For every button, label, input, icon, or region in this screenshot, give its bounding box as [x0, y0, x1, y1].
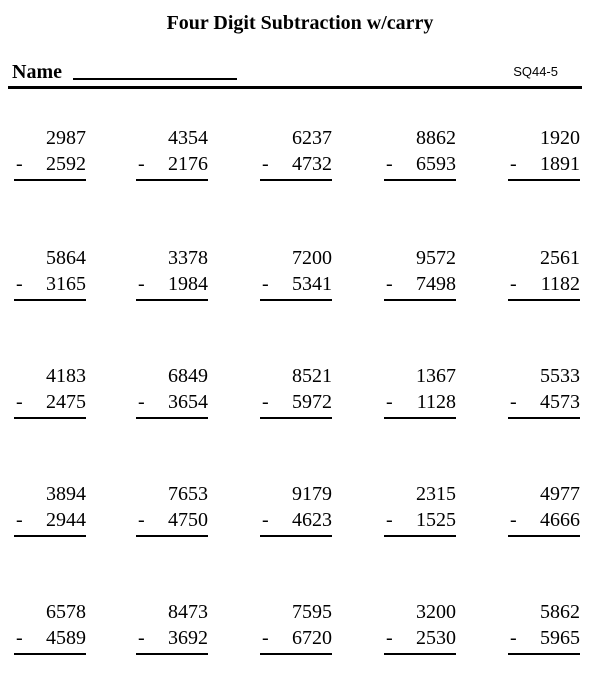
answer-line [14, 535, 86, 537]
minus-sign: - [510, 391, 517, 413]
minuend: 8862 [416, 127, 456, 149]
subtrahend: 2530 [416, 627, 456, 649]
answer-line [136, 653, 208, 655]
answer-line [384, 299, 456, 301]
minuend: 5864 [46, 247, 86, 269]
answer-line [508, 299, 580, 301]
subtrahend: 4623 [292, 509, 332, 531]
minuend: 7595 [292, 601, 332, 623]
answer-line [260, 417, 332, 419]
answer-line [508, 535, 580, 537]
answer-line [384, 179, 456, 181]
subtraction-problem [14, 126, 86, 182]
minuend: 4977 [540, 483, 580, 505]
subtraction-problem [260, 600, 332, 656]
subtrahend: 1891 [540, 153, 580, 175]
answer-line [136, 299, 208, 301]
subtrahend: 4732 [292, 153, 332, 175]
minus-sign: - [386, 627, 393, 649]
subtraction-problem [260, 364, 332, 420]
subtraction-problem [384, 246, 456, 302]
minuend: 1920 [540, 127, 580, 149]
subtrahend: 2176 [168, 153, 208, 175]
minus-sign: - [138, 509, 145, 531]
minus-sign: - [138, 391, 145, 413]
minuend: 9572 [416, 247, 456, 269]
minuend: 1367 [416, 365, 456, 387]
minus-sign: - [386, 509, 393, 531]
answer-line [508, 417, 580, 419]
subtrahend: 2944 [46, 509, 86, 531]
subtraction-problem [384, 126, 456, 182]
answer-line [384, 535, 456, 537]
subtraction-problem [260, 246, 332, 302]
subtrahend: 1182 [540, 273, 580, 295]
subtrahend: 5972 [292, 391, 332, 413]
subtraction-problem [14, 600, 86, 656]
minuend: 6578 [46, 601, 86, 623]
subtrahend: 1984 [168, 273, 208, 295]
subtrahend: 1128 [416, 391, 456, 413]
subtrahend: 5965 [540, 627, 580, 649]
answer-line [136, 535, 208, 537]
minuend: 2315 [416, 483, 456, 505]
subtraction-problem [136, 482, 208, 538]
minuend: 9179 [292, 483, 332, 505]
answer-line [14, 179, 86, 181]
minus-sign: - [262, 273, 269, 295]
subtrahend: 2475 [46, 391, 86, 413]
minus-sign: - [262, 391, 269, 413]
minuend: 3894 [46, 483, 86, 505]
answer-line [260, 299, 332, 301]
subtrahend: 4573 [540, 391, 580, 413]
minus-sign: - [510, 273, 517, 295]
answer-line [14, 299, 86, 301]
subtrahend: 5341 [292, 273, 332, 295]
subtraction-problem [384, 482, 456, 538]
answer-line [508, 653, 580, 655]
minuend: 4354 [168, 127, 208, 149]
subtrahend: 7498 [416, 273, 456, 295]
subtrahend: 3165 [46, 273, 86, 295]
subtrahend: 3654 [168, 391, 208, 413]
minus-sign: - [510, 153, 517, 175]
answer-line [260, 179, 332, 181]
subtraction-problem [508, 600, 580, 656]
minuend: 5862 [540, 601, 580, 623]
subtrahend: 6720 [292, 627, 332, 649]
minuend: 6237 [292, 127, 332, 149]
answer-line [14, 417, 86, 419]
minus-sign: - [262, 153, 269, 175]
minus-sign: - [262, 509, 269, 531]
subtraction-problem [136, 364, 208, 420]
answer-line [384, 417, 456, 419]
minus-sign: - [16, 391, 23, 413]
minus-sign: - [138, 273, 145, 295]
minuend: 3200 [416, 601, 456, 623]
subtraction-problem [508, 246, 580, 302]
worksheet-title: Four Digit Subtraction w/carry [166, 12, 434, 34]
minus-sign: - [262, 627, 269, 649]
minuend: 2987 [46, 127, 86, 149]
subtraction-problem [14, 364, 86, 420]
subtraction-problem [136, 246, 208, 302]
minus-sign: - [510, 627, 517, 649]
answer-line [136, 179, 208, 181]
worksheet-code: SQ44-5 [513, 64, 558, 79]
minus-sign: - [386, 153, 393, 175]
minus-sign: - [16, 509, 23, 531]
subtrahend: 4666 [540, 509, 580, 531]
subtrahend: 2592 [46, 153, 86, 175]
subtraction-problem [14, 246, 86, 302]
minuend: 4183 [46, 365, 86, 387]
minuend: 2561 [540, 247, 580, 269]
answer-line [384, 653, 456, 655]
answer-line [14, 653, 86, 655]
subtraction-problem [508, 364, 580, 420]
subtraction-problem [260, 126, 332, 182]
subtraction-problem [384, 600, 456, 656]
subtrahend: 4589 [46, 627, 86, 649]
answer-line [260, 653, 332, 655]
minus-sign: - [138, 153, 145, 175]
answer-line [260, 535, 332, 537]
minuend: 7200 [292, 247, 332, 269]
minuend: 6849 [168, 365, 208, 387]
minuend: 3378 [168, 247, 208, 269]
subtrahend: 4750 [168, 509, 208, 531]
minus-sign: - [386, 273, 393, 295]
minuend: 8521 [292, 365, 332, 387]
minus-sign: - [16, 273, 23, 295]
subtraction-problem [384, 364, 456, 420]
name-label: Name [12, 61, 62, 83]
subtraction-problem [508, 126, 580, 182]
answer-line [136, 417, 208, 419]
minus-sign: - [510, 509, 517, 531]
subtraction-problem [136, 600, 208, 656]
answer-line [508, 179, 580, 181]
subtraction-problem [14, 482, 86, 538]
subtraction-problem [260, 482, 332, 538]
minuend: 7653 [168, 483, 208, 505]
minuend: 5533 [540, 365, 580, 387]
subtrahend: 6593 [416, 153, 456, 175]
minus-sign: - [16, 153, 23, 175]
minuend: 8473 [168, 601, 208, 623]
subtraction-problem [508, 482, 580, 538]
subtrahend: 3692 [168, 627, 208, 649]
minus-sign: - [386, 391, 393, 413]
minus-sign: - [16, 627, 23, 649]
minus-sign: - [138, 627, 145, 649]
subtrahend: 1525 [416, 509, 456, 531]
subtraction-problem [136, 126, 208, 182]
